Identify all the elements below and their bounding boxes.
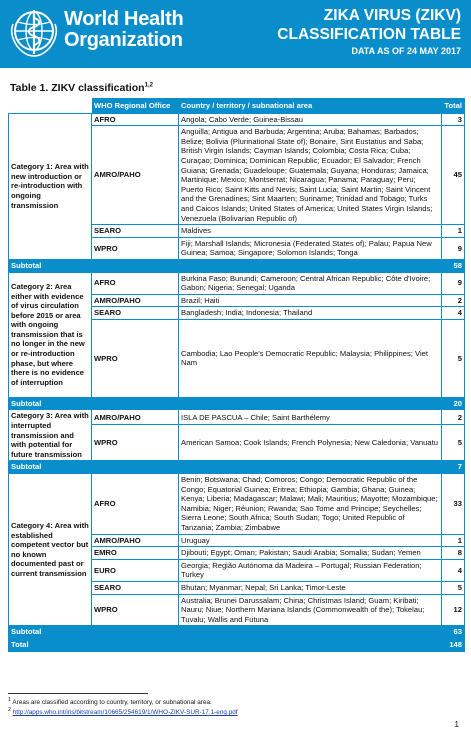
office-cell: SEARO	[92, 225, 179, 238]
countries-cell: Maldives	[179, 225, 442, 238]
footnote-1-mark: 1	[8, 697, 11, 703]
category-2-label: Category 2: Area either with evidence of virus circulation before 2015 or area with ongoing transmission that is no longer in the new or re-introduction phase, but where there is no evidence of interruption	[9, 272, 92, 397]
countries-cell: Bangladesh; India; Indonesia; Thailand	[179, 307, 442, 320]
subtotal-label: Subtotal	[9, 461, 442, 474]
footnote-1	[8, 697, 212, 706]
countries-cell: Cambodia; Lao People's Democratic Republic; Malaysia; Philippines; Viet Nam	[179, 319, 442, 397]
total-cell: 3	[442, 113, 465, 126]
table-caption	[10, 82, 153, 94]
subtotal-label: Subtotal	[9, 259, 442, 272]
document-title	[277, 6, 461, 58]
table-caption-footnote-refs: 1,2	[144, 82, 153, 89]
subtotal-value: 63	[442, 626, 465, 639]
category-4-label: Category 4: Area with established competent vector but no known documented past or current transmission	[9, 474, 92, 626]
subtotal-value: 7	[442, 461, 465, 474]
office-cell: AFRO	[92, 474, 179, 535]
table-header-row	[9, 99, 465, 114]
total-cell: 2	[442, 294, 465, 307]
header-countries: Country / territory / subnational area	[179, 99, 442, 114]
office-cell: AMRO/PAHO	[92, 410, 179, 425]
table-row	[9, 474, 465, 535]
org-name-line1: World Health	[64, 8, 184, 30]
header-office: WHO Regional Office	[92, 99, 179, 114]
total-cell: 5	[442, 425, 465, 461]
office-cell: EMRO	[92, 547, 179, 560]
org-name-line2: Organization	[64, 29, 183, 51]
category-3-label: Category 3: Area with interrupted transmission and with potential for future transmission	[9, 410, 92, 461]
subtotal-value: 20	[442, 397, 465, 410]
subtotal-label: Subtotal	[9, 626, 442, 639]
grand-total-label: Total	[9, 638, 442, 651]
countries-cell: Djibouti; Egypt; Oman; Pakistan; Saudi Arabia; Somalia; Sudan; Yemen	[179, 547, 442, 560]
footnote-divider	[8, 693, 148, 694]
countries-cell: Benin; Botswana; Chad; Comoros; Congo; Democratic Republic of the Congo; Equatorial Guinea; Eritrea; Ethiopia; Gambia; Ghana; Guinea; Kenya; Liberia; Madagascar; Malawi; Mali; Mauritius; Mayotte; Mozambique; Namibia; Niger; Réunion; Rwanda; Sao Tome and Principe; Seychelles; Sierra Leone; South Africa; South Sudan; Togo; United Republic of Tanzania; Zambia; Zimbabwe	[179, 474, 442, 535]
total-cell: 5	[442, 319, 465, 397]
category-1-label: Category 1: Area with new introduction or re-introduction with ongoing transmission	[9, 113, 92, 259]
footnote-1-text: Areas are classified according to country, territory, or subnational area.	[12, 699, 212, 707]
countries-cell: Burkina Faso; Burundi; Cameroon; Central African Republic; Côte d'Ivoire; Gabon; Nigeria; Senegal; Uganda	[179, 272, 442, 294]
office-cell: AMRO/PAHO	[92, 534, 179, 547]
total-cell: 45	[442, 126, 465, 225]
countries-cell: Anguilla; Antigua and Barbuda; Argentina; Aruba; Bahamas; Barbados; Belize; Bolivia (Plurinational State of); Bonaire, Sint Eustatius and Saba; British Virgin Islands; Cayman Islands; Colombia; Costa Rica; Cuba; Curaçao; Dominica; Dominican Republic; Ecuador; El Salvador; French Guiana; Grenada; Guadeloupe; Guatemala; Guyana; Honduras; Jamaica; Martinique; Mexico; Montserrat; Nicaragua; Panama; Paraguay; Peru; Puerto Rico; Saint Kitts and Nevis; Saint Lucia; Saint Martin; Saint Vincent and the Grenadines; Sint Maarten; Suriname; Trinidad and Tobago; Turks and Caicos Islands; United States of America; United States Virgin Islands; Venezuela (Bolivarian Republic of)	[179, 126, 442, 225]
countries-cell: Fiji; Marshall Islands; Micronesia (Federated States of); Palau; Papua New Guinea; Samoa; Singapore; Solomon Islands; Tonga	[179, 237, 442, 259]
header-banner	[0, 0, 471, 68]
footnote-2-mark: 2	[8, 707, 11, 713]
total-cell: 4	[442, 559, 465, 581]
office-cell: AFRO	[92, 113, 179, 126]
classification-table	[8, 98, 465, 652]
total-cell: 1	[442, 534, 465, 547]
org-name	[64, 9, 183, 51]
countries-cell: Georgia; Região Autónoma da Madeira – Portugal; Russian Federation; Turkey	[179, 559, 442, 581]
office-cell: AFRO	[92, 272, 179, 294]
table-caption-text: Table 1. ZIKV classification	[10, 82, 145, 94]
office-cell: EURO	[92, 559, 179, 581]
table-row	[9, 410, 465, 425]
office-cell: AMRO/PAHO	[92, 126, 179, 225]
table-row	[9, 272, 465, 294]
page-number: 1	[454, 720, 459, 729]
who-emblem-icon	[7, 6, 61, 60]
office-cell: WPRO	[92, 237, 179, 259]
subtotal-row	[9, 626, 465, 639]
title-line2: CLASSIFICATION TABLE	[277, 26, 461, 43]
total-cell: 8	[442, 547, 465, 560]
total-cell: 1	[442, 225, 465, 238]
office-cell: SEARO	[92, 307, 179, 320]
grand-total-value: 148	[442, 638, 465, 651]
office-cell: WPRO	[92, 425, 179, 461]
footnote-2	[8, 707, 238, 716]
office-cell: WPRO	[92, 319, 179, 397]
countries-cell: Uruguay	[179, 534, 442, 547]
subtotal-row	[9, 397, 465, 410]
footnote-2-link[interactable]: http://apps.who.int/iris/bitstream/10665/254619/1/WHO-ZIKV-SUR-17.1-eng.pdf	[12, 709, 238, 717]
total-cell: 4	[442, 307, 465, 320]
total-cell: 5	[442, 581, 465, 594]
countries-cell: American Samoa; Cook Islands; French Polynesia; New Caledonia; Vanuatu	[179, 425, 442, 461]
table-row	[9, 113, 465, 126]
total-cell: 9	[442, 237, 465, 259]
total-cell: 9	[442, 272, 465, 294]
title-line1: ZIKA VIRUS (ZIKV)	[323, 7, 461, 24]
subtotal-label: Subtotal	[9, 397, 442, 410]
subtotal-row	[9, 259, 465, 272]
data-date: DATA AS OF 24 MAY 2017	[351, 46, 461, 56]
office-cell: WPRO	[92, 594, 179, 626]
countries-cell: Bhutan; Myanmar; Nepal; Sri Lanka; Timor-Leste	[179, 581, 442, 594]
total-cell: 12	[442, 594, 465, 626]
office-cell: SEARO	[92, 581, 179, 594]
header-blank	[9, 99, 92, 114]
subtotal-value: 58	[442, 259, 465, 272]
office-cell: AMRO/PAHO	[92, 294, 179, 307]
countries-cell: Brazil; Haiti	[179, 294, 442, 307]
countries-cell: Angola; Cabo Verde; Guinea-Bissau	[179, 113, 442, 126]
total-cell: 33	[442, 474, 465, 535]
header-total: Total	[442, 99, 465, 114]
subtotal-row	[9, 461, 465, 474]
grand-total-row	[9, 638, 465, 651]
total-cell: 2	[442, 410, 465, 425]
countries-cell: ISLA DE PASCUA – Chile; Saint Barthélemy	[179, 410, 442, 425]
countries-cell: Australia; Brunei Darussalam; China; Christmas Island; Guam; Kiribati; Nauru; Niue; Northern Mariana Islands (Commonwealth of the); Tokelau; Tuvalu; Wallis and Futuna	[179, 594, 442, 626]
